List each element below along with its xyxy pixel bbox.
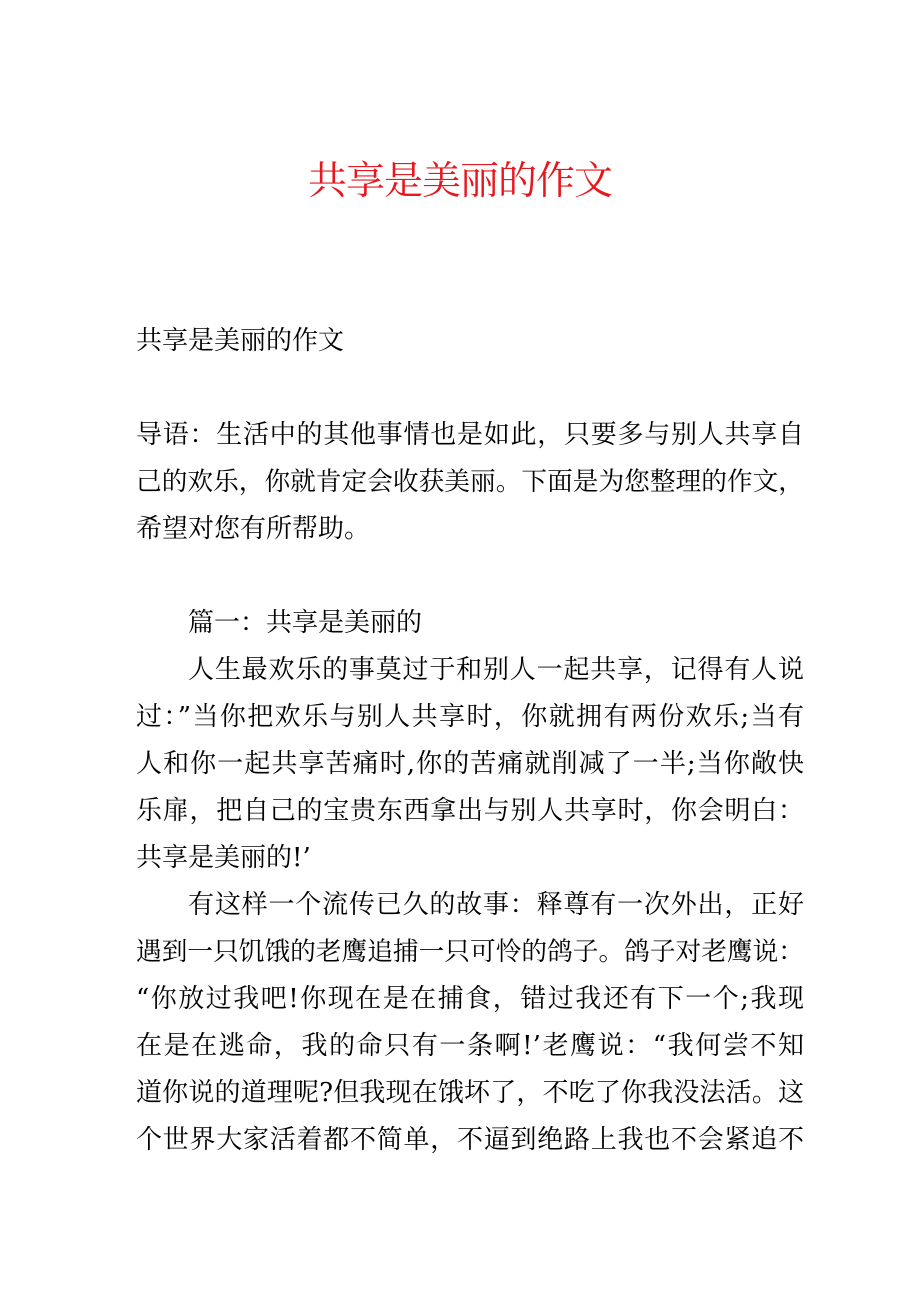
paragraph-line: 在是在逃命，我的命只有一条啊!’老鹰说：“我何尝不知 <box>136 1031 804 1061</box>
paragraph-line: 遇到一只饥饿的老鹰追捕一只可怜的鸽子。鸽子对老鹰说： <box>136 937 804 967</box>
subtitle-line: 共享是美丽的作文 <box>136 326 345 356</box>
paragraph-line: 道你说的道理呢?但我现在饿坏了，不吃了你我没法活。这 <box>136 1078 804 1108</box>
paragraph-line: 共享是美丽的!’ <box>136 843 311 873</box>
intro-paragraph <box>136 412 804 553</box>
document-subtitle <box>136 318 804 365</box>
paragraph-line: “你放过我吧!你现在是在捕食，错过我还有下一个;我现 <box>136 984 804 1014</box>
paragraph-line: 过：”当你把欢乐与别人共享时，你就拥有两份欢乐;当有 <box>136 702 804 732</box>
intro-line: 希望对您有所帮助。 <box>136 514 371 544</box>
paragraph-line: 个世界大家活着都不简单，不逼到绝路上我也不会紧追不 <box>136 1125 804 1155</box>
intro-line: 己的欢乐，你就肯定会收获美丽。下面是为您整理的作文， <box>136 467 804 497</box>
paragraph-line: 有这样一个流传已久的故事：释尊有一次外出，正好 <box>188 890 804 920</box>
paragraph-line: 人和你一起共享苦痛时,你的苦痛就削减了一半;当你敞快 <box>136 749 804 779</box>
intro-line: 导语：生活中的其他事情也是如此，只要多与别人共享自 <box>136 420 804 450</box>
paragraph-line: 人生最欢乐的事莫过于和别人一起共享，记得有人说 <box>188 655 804 685</box>
document-title: 共享是美丽的作文 <box>307 159 612 204</box>
section-body <box>136 600 804 1164</box>
section-heading: 篇一：共享是美丽的 <box>188 608 423 638</box>
paragraph-line: 乐扉，把自己的宝贵东西拿出与别人共享时，你会明白： <box>136 796 804 826</box>
